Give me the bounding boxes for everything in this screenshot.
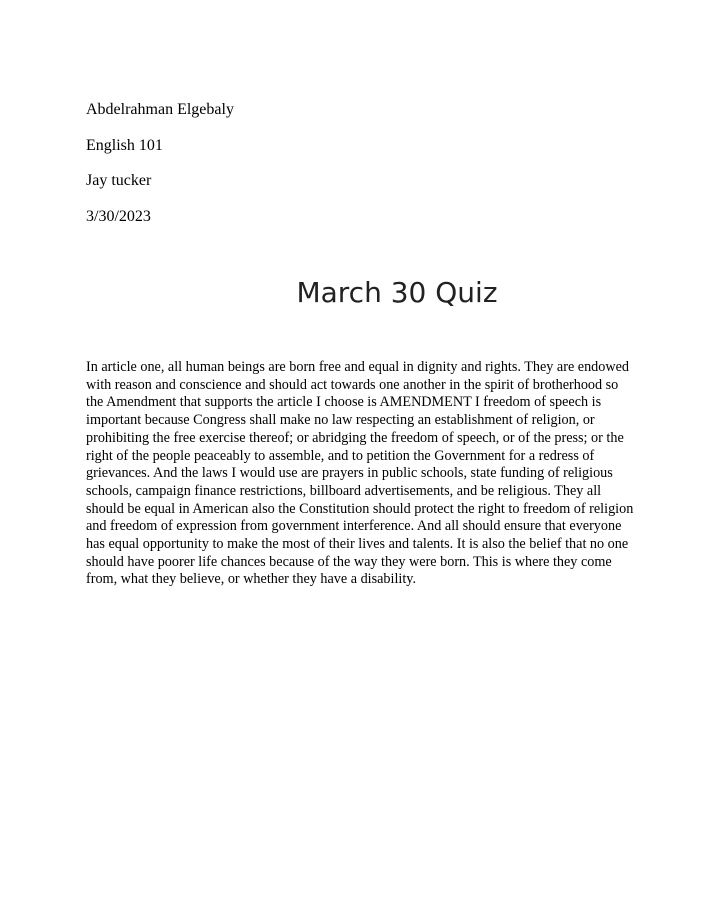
course-name: English 101	[86, 137, 163, 154]
document-date: 3/30/2023	[86, 208, 151, 225]
instructor-name: Jay tucker	[86, 172, 152, 189]
body-paragraph: In article one, all human beings are born free and equal in dignity and rights. They are endowed with reason and conscience and should act towards one another in the spirit of brotherhood so the Amendment that supports the article I choose is AMENDMENT I freedom of speech is important because Congress shall make no law respecting an establishment of religion, or prohibiting the free exercise thereof; or abridging the freedom of speech, or of the press; or the right of the people peaceably to assemble, and to petition the Government for a redress of grievances. And the laws I would use are prayers in public schools, state funding of religious schools, campaign finance restrictions, billboard advertisements, and be religious. They all should be equal in American also the Constitution should protect the right to freedom of religion and freedom of expression from government interference. And all should ensure that everyone has equal opportunity to make the most of their lives and talents. It is also the belief that no one should have poorer life chances because of the way they were born. This is where they come from, what they believe, or whether they have a disability.	[86, 359, 634, 588]
author-name: Abdelrahman Elgebaly	[86, 101, 234, 118]
document-title: March 30 Quiz	[296, 276, 498, 309]
